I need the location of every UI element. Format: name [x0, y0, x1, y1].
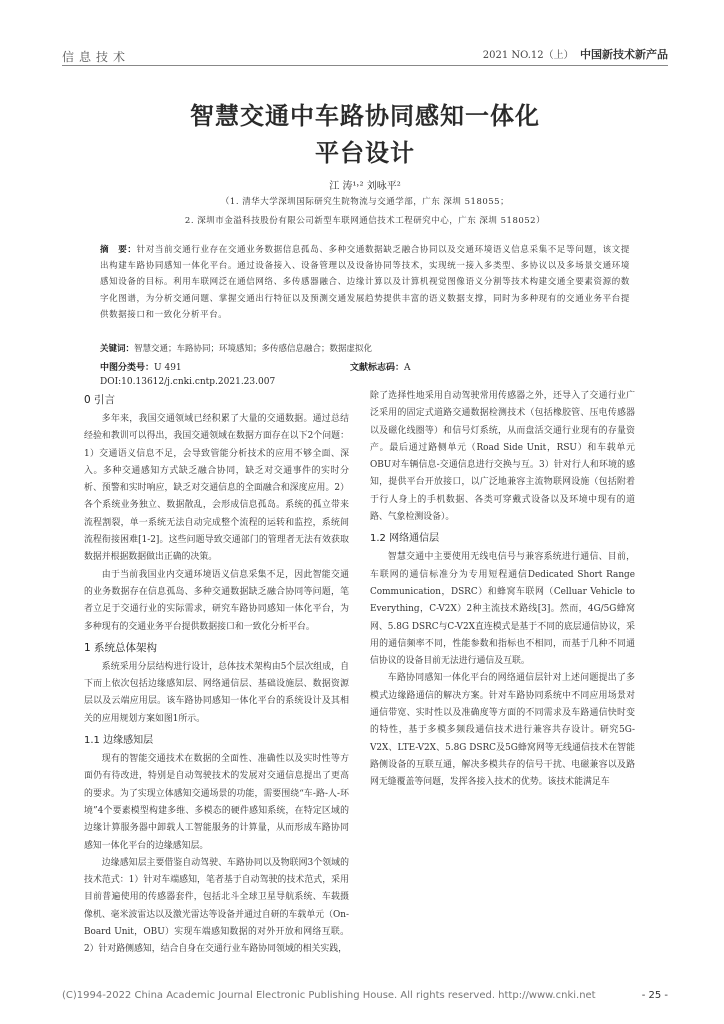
subsection-heading-network-communication: 1.2 网络通信层 [370, 533, 440, 545]
paragraph: 智慧交通中主要使用无线电信号与兼容系统进行通信、目前，车联网的通信标准分为专用短程通信Dedicated Short Range Communication，DSRC）和蜂窝车联网（Celluar Vehicle to Everything，C-V2X）2种主流技术路线[3]。然而，4G/5G蜂窝网、5.8G DSRC与C-V2X直连模式是基于不同的底层通信协议，采用的通信频率不同，性能参数和指标也不相同，而基于几种不同通信协议的设备目前无法进行通信及互联。 [370, 552, 635, 667]
keywords-text: 智慧交通；车路协同；环境感知；多传感信息融合；数据虚拟化 [134, 344, 373, 354]
clc-number: U 491 [154, 363, 182, 373]
paragraph: 由于当前我国业内交通环境语义信息采集不足，因此智能交通的业务数据存在信息孤岛、多种交通数据缺乏融合协同等问题，笔者立足于交通行业的实际需求，研究车路协同感知一体化平台，为多种现有的交通业务平台提供数据接口和一致化分析平台。 [84, 569, 349, 632]
keywords [100, 342, 630, 354]
left-column [84, 388, 349, 959]
paragraph: 现有的智能交通技术在数据的全面性、准确性以及实时性等方面仍有待改进，特别是自动驾驶技术的发展对交通信息提出了更高的要求。为了实现立体感知交通场景的功能，需要围绕“车-路-人-环境”4个要素模型构建多维、多模态的硬件感知系统，在特定区域的边缘计算服务器中卸载人工智能服务的计算量，从而形成车路协同感知一体化平台的边缘感知层。 [84, 754, 349, 851]
journal-name: 中国新技术新产品 [580, 48, 668, 61]
abstract-text: 针对当前交通行业存在交通业务数据信息孤岛、多种交通数据缺乏融合协同以及交通环境语义信息采集不足等问题，该文提出构建车路协同感知一体化平台。通过设备接入、设备管理以及设备协同等技术，实现统一接入多类型、多协议以及多场景交通环境感知设备的目标。利用车联网泛在通信网络、多传感器融合、边缘计算以及计算机视觉图像语义分割等技术构建交通全要素资源的数字化图谱，为分析交通问题、掌握交通出行特征以及预测交通发展趋势提供丰富的语义数据支撑，同时为多种现有的交通业务平台提供数据接口和一致化分析平台。 [100, 245, 631, 320]
page-number: - 25 - [641, 990, 668, 1001]
subsection-heading-edge-perception: 1.1 边缘感知层 [84, 735, 154, 747]
section-label: 信息技术 [62, 50, 131, 64]
paragraph-text: 边缘感知层主要借鉴自动驾驶、车路协同以及物联网3个领域的技术范式：1）针对车端感知，笔者基于自动驾驶的技术范式，采用目前普遍使用的传感器套件，包括北斗全球卫星导航系统、车载摄像机、毫米波雷达以及激光雷达等设备并通过自研的车载单元（On-Board Unit，OBU）实现车端感知数据的对外开放和网络互联。2）针对路侧感知，结合自身在交通行业车路协同领域的相关实践， [84, 857, 349, 955]
document-code: A [404, 363, 411, 373]
copyright-notice: (C)1994-2022 China Academic Journal Electronic Publishing House. All rights reserved. http://www.cnki.net [62, 990, 596, 1001]
document-code-label: 文献标志码： [350, 363, 405, 373]
paragraph-continued: 除了选择性地采用自动驾驶常用传感器之外，还导入了交通行业广泛采用的固定式道路交通数据检测技术（包括橡胶管、压电传感器以及磁化线圈等）和信号灯系统，从而盘活交通行业现有的存量资产。最后通过路侧单元（Road Side Unit，RSU）和车载单元OBU对车辆信息-交通信息进行交换与互。3）针对行人和环境的感知，提供平台开放接口，以广泛地兼容主流物联网设施（包括附着于行人身上的手机数据、各类可穿戴式设备以及环境中现有的道路、气象检测设备）。 [370, 391, 635, 523]
issue-info [483, 46, 668, 62]
right-column [370, 388, 635, 792]
running-header [62, 42, 668, 66]
keywords-label: 关键词： [100, 344, 135, 354]
paper-title-line-1: 智慧交通中车路协同感知一体化 [190, 102, 540, 130]
classification [100, 360, 630, 373]
affiliation-2: 2. 深圳市金溢科技股份有限公司新型车联网通信技术工程研究中心，广东 深圳 518052） [184, 216, 546, 226]
paragraph [84, 855, 349, 959]
header-rule [62, 65, 668, 66]
abstract [100, 242, 630, 323]
section-heading-introduction: 0 引言 [84, 394, 116, 406]
page-footer [62, 990, 668, 1004]
abstract-label: 摘 要： [100, 245, 137, 255]
paper-title-line-2: 平台设计 [315, 139, 415, 167]
doi: DOI:10.13612/j.cnki.cntp.2021.23.007 [100, 377, 276, 387]
affiliation-1: （1. 清华大学深圳国际研究生院物流与交通学部，广东 深圳 518055； [220, 197, 510, 207]
section-heading-architecture: 1 系统总体架构 [84, 641, 158, 654]
author-list: 江 涛¹˒² 刘咏平² [329, 181, 401, 192]
clc-label: 中图分类号： [100, 363, 155, 373]
paragraph: 车路协同感知一体化平台的网络通信层针对上述问题提出了多模式边缘路通信的解决方案。针对车路协同系统中不同应用场景对通信带宽、实时性以及准确度等方面的不同需求及车路通信快时变的特性，基于多模多频段通信技术进行兼容共存设计。研究5G-V2X、LTE-V2X、5.8G DSRC及5G蜂窝网等无线通信技术在智能路侧设备的互联互通，解决多模共存的信号干扰、电磁兼容以及路网无缝覆盖等问题，发挥各接入技术的优势。该技术能满足车 [370, 673, 635, 788]
issue-number: 2021 NO.12（上） [482, 50, 574, 61]
paragraph: 系统采用分层结构进行设计，总体技术架构由5个层次组成，自下而上依次包括边缘感知层、网络通信层、基础设施层、数据资源层以及云端应用层。该车路协同感知一体化平台的系统设计及其相关的应用规划方案如图1所示。 [84, 661, 349, 724]
paragraph: 多年来，我国交通领域已经积累了大量的交通数据。通过总结经验和教训可以得出，我国交通领域在数据方面存在以下2个问题：1）交通语义信息不足，会导致管能分析技术的应用不够全面、深入。多种交通感知方式缺乏融合协同，缺乏对交通事件的实时分析、预警和实时响应，缺乏对交通信息的全面融合和深度应用。2）各个系统业务独立、数据散乱，会形成信息孤岛。系统的孤立带来流程割裂，单一系统无法自动完成整个流程的运转和监控，系统间流程衔接困难[1-2]。这些问题导致交通部门的管理者无法有效获取数据并根据数据做出正确的决策。 [84, 414, 349, 563]
